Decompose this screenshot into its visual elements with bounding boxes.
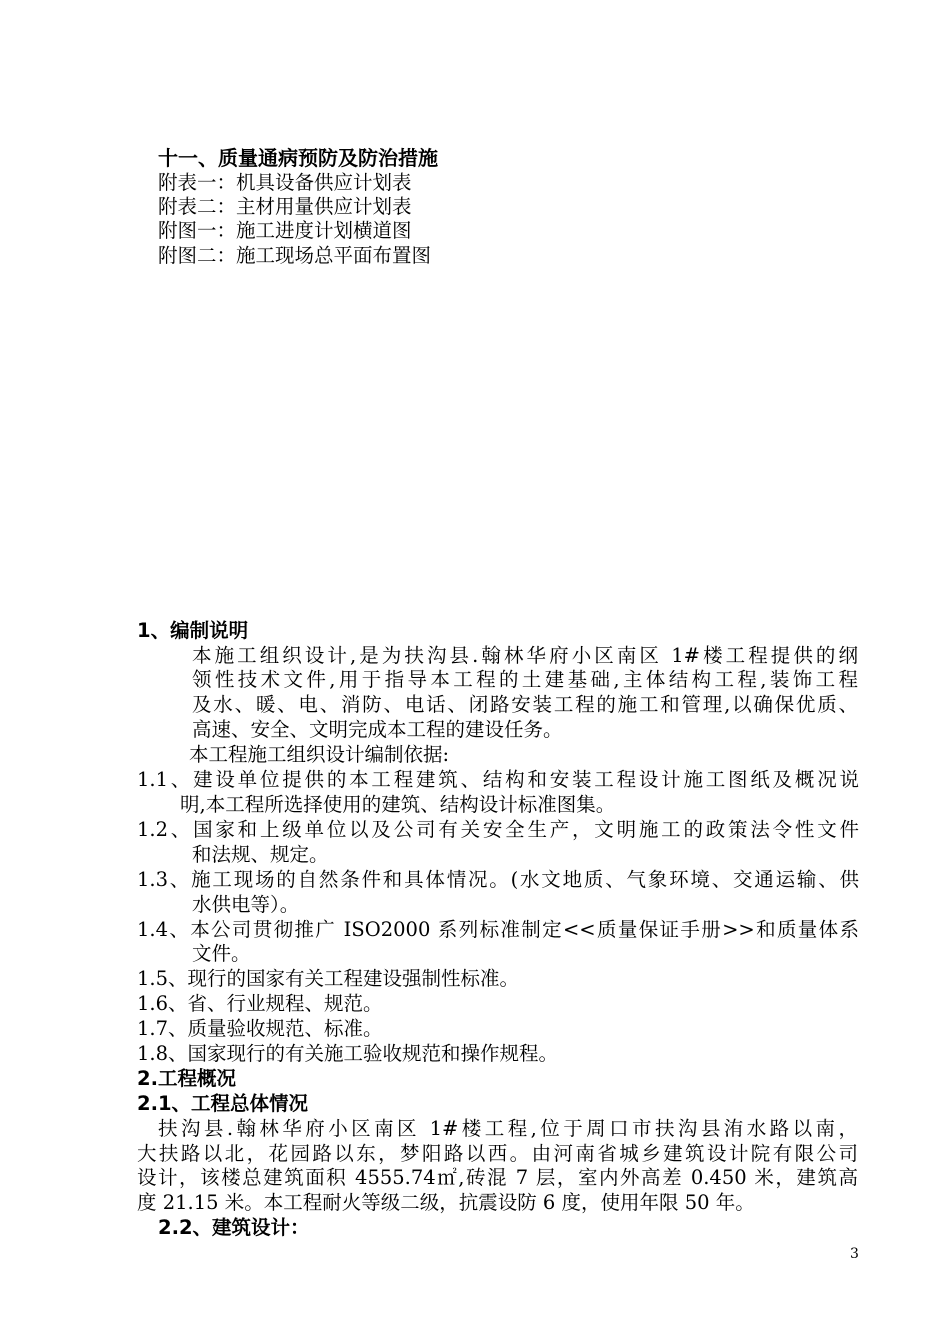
page-number: 3 — [850, 1246, 859, 1262]
list-item: 1.3、施工现场的自然条件和具体情况。(水文地质、气象环境、交通运输、供 — [137, 868, 859, 891]
paragraph-line: 设计，该楼总建筑面积 4555.74㎡,砖混 7 层，室内外高差 0.450 米，建筑高 — [137, 1166, 858, 1189]
section-heading: 1、编制说明 — [137, 619, 249, 642]
toc-item: 附图一：施工进度计划横道图 — [158, 219, 412, 242]
toc-heading: 十一、质量通病预防及防治措施 — [158, 146, 438, 170]
list-item: 1.2、国家和上级单位以及公司有关安全生产，文明施工的政策法令性文件 — [137, 818, 859, 841]
paragraph-line: 高速、安全、文明完成本工程的建设任务。 — [192, 718, 563, 741]
list-item: 1.5、现行的国家有关工程建设强制性标准。 — [137, 967, 520, 990]
list-item-continuation: 和法规、规定。 — [192, 843, 329, 866]
subsection-heading: 2.2、建筑设计： — [158, 1216, 310, 1239]
list-item-continuation: 明,本工程所选择使用的建筑、结构设计标准图集。 — [180, 793, 616, 816]
list-item-continuation: 文件。 — [192, 942, 251, 965]
list-item: 1.1、建设单位提供的本工程建筑、结构和安装工程设计施工图纸及概况说 — [137, 768, 859, 791]
basis-intro: 本工程施工组织设计编制依据: — [189, 743, 450, 766]
paragraph-line: 及水、暖、电、消防、电话、闭路安装工程的施工和管理,以确保优质、 — [192, 693, 858, 716]
paragraph-line: 领性技术文件,用于指导本工程的土建基础,主体结构工程,装饰工程 — [192, 668, 858, 691]
toc-item: 附表二：主材用量供应计划表 — [158, 195, 412, 218]
list-item-continuation: 水供电等）。 — [192, 893, 300, 916]
list-item: 1.8、国家现行的有关施工验收规范和操作规程。 — [137, 1042, 559, 1065]
section-heading: 2.工程概况 — [137, 1067, 236, 1090]
list-item: 1.4、本公司贯彻推广 ISO2000 系列标准制定<<质量保证手册>>和质量体系 — [137, 918, 859, 941]
list-item: 1.6、省、行业规程、规范。 — [137, 992, 383, 1015]
subsection-heading: 2.1、工程总体情况 — [137, 1092, 309, 1115]
paragraph-line: 本施工组织设计,是为扶沟县.翰林华府小区南区 1#楼工程提供的纲 — [192, 644, 858, 667]
paragraph-line: 扶沟县.翰林华府小区南区 1#楼工程,位于周口市扶沟县洧水路以南， — [158, 1117, 858, 1140]
toc-item: 附图二：施工现场总平面布置图 — [158, 244, 432, 267]
toc-item: 附表一：机具设备供应计划表 — [158, 171, 412, 194]
paragraph-line: 大扶路以北，花园路以东，梦阳路以西。由河南省城乡建筑设计院有限公司 — [137, 1142, 858, 1165]
list-item: 1.7、质量验收规范、标准。 — [137, 1017, 383, 1040]
paragraph-line: 度 21.15 米。本工程耐火等级二级，抗震设防 6 度，使用年限 50 年。 — [137, 1191, 755, 1214]
